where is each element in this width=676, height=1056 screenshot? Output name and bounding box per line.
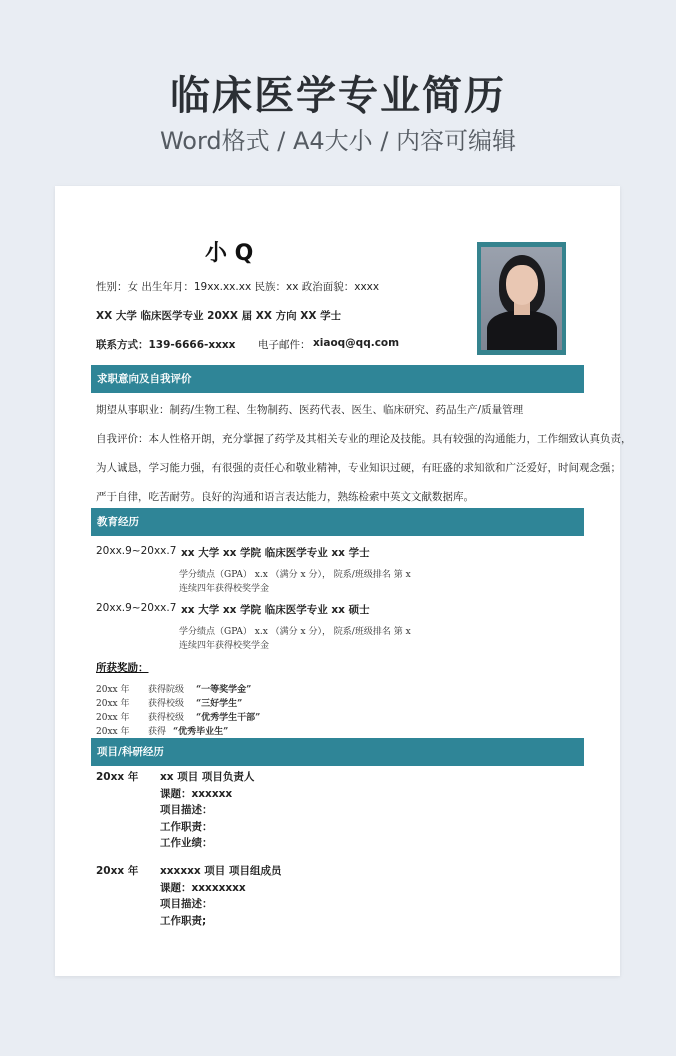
award-prefix: 获得院级 bbox=[148, 685, 185, 695]
email-value: xiaoq@qq.com bbox=[313, 337, 400, 349]
education-period: 20xx.9~20xx.7 bbox=[96, 545, 177, 557]
award-year: 20xx 年 bbox=[96, 727, 130, 737]
project-detail: 项目描述： bbox=[160, 898, 213, 910]
education-period: 20xx.9~20xx.7 bbox=[96, 602, 177, 614]
award-prefix: 获得 bbox=[148, 727, 167, 737]
contact-phone: 联系方式：139-6666-xxxx bbox=[96, 339, 236, 351]
profile-photo-frame bbox=[477, 242, 566, 355]
education-school: xx 大学 xx 学院 临床医学专业 xx 学士 bbox=[181, 547, 370, 559]
section-header-objective: 求职意向及自我评价 bbox=[91, 365, 584, 393]
project-detail: 项目描述： bbox=[160, 804, 213, 816]
email-label: 电子邮件： bbox=[258, 339, 311, 351]
resume-page bbox=[55, 186, 632, 976]
education-school: xx 大学 xx 学院 临床医学专业 xx 硕士 bbox=[181, 604, 370, 616]
education-summary-line: XX 大学 临床医学专业 20XX 届 XX 方向 XX 学士 bbox=[96, 310, 342, 322]
award-year: 20xx 年 bbox=[96, 699, 130, 709]
project-year: 20xx 年 bbox=[96, 865, 139, 877]
award-year: 20xx 年 bbox=[96, 713, 130, 723]
award-prefix: 获得校级 bbox=[148, 713, 185, 723]
self-eval-line: 自我评价：本人性格开朗，充分掌握了药学及其相关专业的理论及技能。具有较强的沟通能力，工作细致认真负责， bbox=[96, 433, 632, 445]
education-scholarship: 连续四年获得校奖学金 bbox=[179, 641, 270, 651]
hero-subtitle: Word格式 / A4大小 / 内容可编辑 bbox=[159, 127, 517, 155]
award-prefix: 获得校级 bbox=[148, 699, 185, 709]
award-name: “一等奖学金” bbox=[196, 685, 252, 695]
personal-info-line: 性别：女 出生年月：19xx.xx.xx 民族：xx 政治面貌：xxxx bbox=[96, 281, 380, 293]
desired-job: 期望从事职业：制药/生物工程、生物制药、医药代表、医生、临床研究、药品生产/质量管理 bbox=[96, 404, 524, 416]
project-detail: 工作职责; bbox=[160, 915, 207, 927]
project-detail: 课题：xxxxxx bbox=[160, 788, 233, 800]
award-name: “三好学生” bbox=[196, 699, 243, 709]
award-year: 20xx 年 bbox=[96, 685, 130, 695]
project-detail: 课题：xxxxxxxx bbox=[160, 882, 246, 894]
self-eval-line: 为人诚恳，学习能力强，有很强的责任心和敬业精神，专业知识过硬，有旺盛的求知欲和广泛爱好，时间观念强； bbox=[96, 462, 621, 474]
education-gpa: 学分绩点（GPA） x.x （满分 x 分）， 院系/班级排名 第 x bbox=[179, 627, 411, 637]
project-detail: 工作业绩： bbox=[160, 837, 213, 849]
profile-photo bbox=[481, 247, 562, 350]
awards-title: 所获奖励： bbox=[96, 662, 149, 674]
project-title: xx 项目 项目负责人 bbox=[160, 771, 255, 783]
education-scholarship: 连续四年获得校奖学金 bbox=[179, 584, 270, 594]
project-detail: 工作职责： bbox=[160, 821, 213, 833]
section-header-education: 教育经历 bbox=[91, 508, 584, 536]
self-eval-line: 严于自律，吃苦耐劳。良好的沟通和语言表达能力，熟练检索中英文文献数据库。 bbox=[96, 491, 474, 503]
resume-name: 小 Q bbox=[205, 241, 254, 266]
section-header-projects: 项目/科研经历 bbox=[91, 738, 584, 766]
education-gpa: 学分绩点（GPA） x.x （满分 x 分）， 院系/班级排名 第 x bbox=[179, 570, 411, 580]
hero-title: 临床医学专业简历 bbox=[170, 73, 506, 119]
award-name: “优秀毕业生” bbox=[173, 727, 229, 737]
project-year: 20xx 年 bbox=[96, 771, 139, 783]
project-title: xxxxxx 项目 项目组成员 bbox=[160, 865, 282, 877]
award-name: “优秀学生干部” bbox=[196, 713, 261, 723]
